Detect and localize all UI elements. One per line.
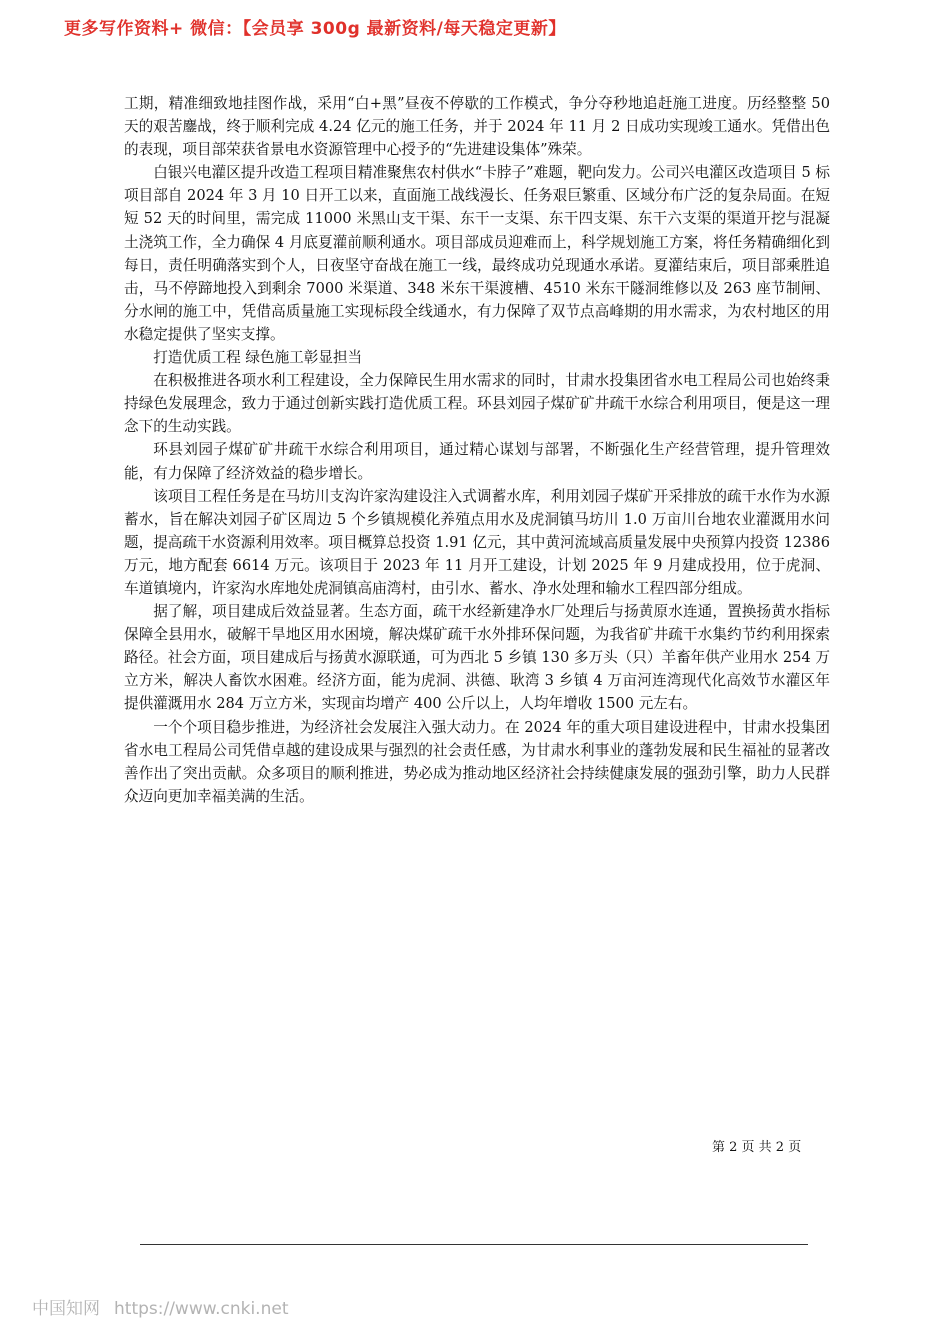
paragraph-1: 工期，精准细致地挂图作战，采用“白+黑”昼夜不停歇的工作模式，争分夺秒地追赶施工进度。历经整整 50 天的艰苦鏖战，终于顺利完成 4.24 亿元的施工任务，并于 2024 年 11 月 2 日成功实现竣工通水。凭借出色的表现，项目部荣获省景电水资源管理中心授予的“先进建设集体”殊荣。 xyxy=(124,95,830,159)
watermark-brand: 中国知网 xyxy=(32,1299,100,1319)
paragraph-5: 该项目工程任务是在马坊川支沟许家沟建设注入式调蓄水库，利用刘园子煤矿开采排放的疏干水作为水源蓄水，旨在解决刘园子矿区周边 5 个乡镇规模化养殖点用水及虎洞镇马坊川 1.0 万亩川台地农业灌溉用水问题，提高疏干水资源利用效率。项目概算总投资 1.91 亿元，其中黄河流域高质量发展中央预算内投资 12386 万元，地方配套 6614 万元。该项目于 2023 年 11 月开工建设，计划 2025 年 9 月建成投用，位于虎洞、车道镇境内，许家沟水库地处虎洞镇高庙湾村，由引水、蓄水、净水处理和输水工程四部分组成。 xyxy=(124,487,830,597)
section-heading: 打造优质工程 绿色施工彰显担当 xyxy=(153,349,363,367)
paragraph-2: 白银兴电灌区提升改造工程项目精准聚焦农村供水“卡脖子”难题，靶向发力。公司兴电灌区改造项目 5 标项目部自 2024 年 3 月 10 日开工以来，直面施工战线漫长、任务艰巨繁重、区域分布广泛的复杂局面。在短短 52 天的时间里，需完成 11000 米黑山支干渠、东干一支渠、东干四支渠、东干六支渠的渠道开挖与混凝土浇筑工作，全力确保 4 月底夏灌前顺利通水。项目部成员迎难而上，科学规划施工方案，将任务精确细化到每日，责任明确落实到个人，日夜坚守奋战在施工一线，最终成功兑现通水承诺。夏灌结束后，项目部乘胜追击，马不停蹄地投入到剩余 7000 米渠道、348 米东干渠渡槽、4510 米东干隧洞维修以及 263 座节制闸、分水闸的施工中，凭借高质量施工实现标段全线通水，有力保障了双节点高峰期的用水需求，为农村地区的用水稳定提供了坚实支撑。 xyxy=(124,164,830,343)
paragraph-6: 据了解，项目建成后效益显著。生态方面，疏干水经新建净水厂处理后与扬黄原水连通，置换扬黄水指标保障全县用水，破解干旱地区用水困境，解决煤矿疏干水外排环保问题，为我省矿井疏干水集约节约利用探索路径。社会方面，项目建成后与扬黄水源联通，可为西北 5 乡镇 130 多万头（只）羊畜年供产业用水 254 万立方米，解决人畜饮水困难。经济方面，能为虎洞、洪德、耿湾 3 乡镇 4 万亩河连湾现代化高效节水灌区年提供灌溉用水 284 万立方米，实现亩均增产 400 公斤以上，人均年增收 1500 元左右。 xyxy=(124,603,830,713)
article-body xyxy=(124,92,830,808)
watermark-url: https://www.cnki.net xyxy=(114,1299,289,1319)
paragraph-7: 一个个项目稳步推进，为经济社会发展注入强大动力。在 2024 年的重大项目建设进程中，甘肃水投集团省水电工程局公司凭借卓越的建设成果与强烈的社会责任感，为甘肃水利事业的蓬勃发展和民生福祉的显著改善作出了突出贡献。众多项目的顺利推进，势必成为推动地区经济社会持续健康发展的强劲引擎，助力人民群众迈向更加幸福美满的生活。 xyxy=(124,718,830,805)
watermark xyxy=(32,1294,288,1319)
page-number: 第 2 页 共 2 页 xyxy=(712,1140,802,1155)
paragraph-3: 在积极推进各项水利工程建设，全力保障民生用水需求的同时，甘肃水投集团省水电工程局公司也始终秉持绿色发展理念，致力于通过创新实践打造优质工程。环县刘园子煤矿矿井疏干水综合利用项目，便是这一理念下的生动实践。 xyxy=(124,372,830,436)
promo-banner: 更多写作资料+ 微信：【会员享 300g 最新资料/每天稳定更新】 xyxy=(64,19,566,39)
paragraph-4: 环县刘园子煤矿矿井疏干水综合利用项目，通过精心谋划与部署，不断强化生产经营管理，提升管理效能，有力保障了经济效益的稳步增长。 xyxy=(124,441,830,482)
footer-divider xyxy=(140,1244,808,1245)
